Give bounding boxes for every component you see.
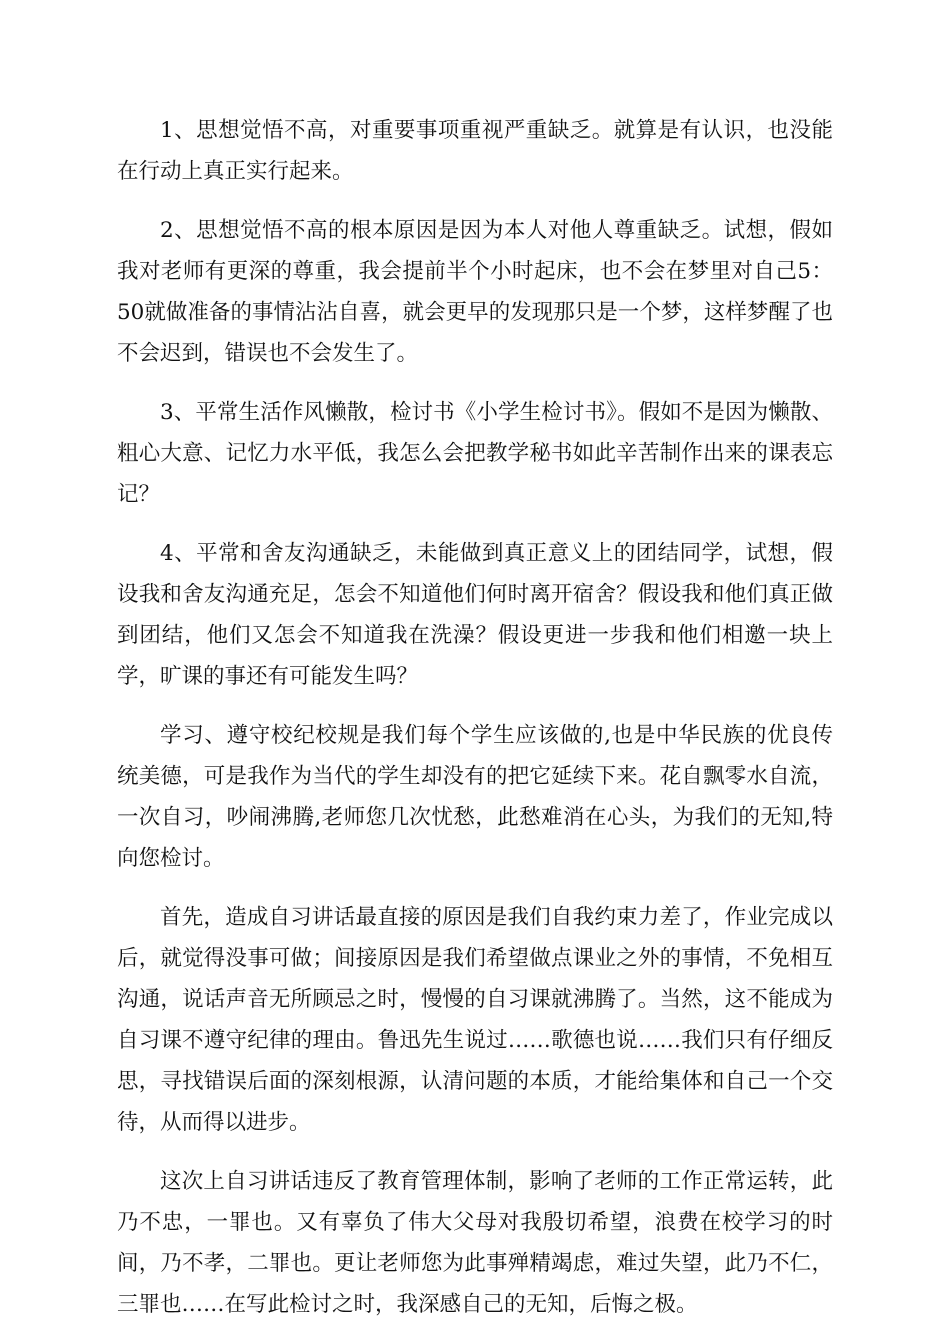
paragraph-7: 这次上自习讲话违反了教育管理体制，影响了老师的工作正常运转，此乃不忠，一罪也。又有辜负了伟大父母对我殷切希望，浪费在校学习的时间，乃不孝，二罪也。更让老师您为此事殚精竭虑，难过失望，此乃不仁，三罪也……在写此检讨之时，我深感自己的无知，后悔之极。 — [117, 1169, 833, 1317]
paragraph-3: 3、平常生活作风懒散，检讨书《小学生检讨书》。假如不是因为懒散、粗心大意、记忆力水平低，我怎么会把教学秘书如此辛苦制作出来的课表忘记？ — [117, 400, 833, 507]
paragraph-6: 首先，造成自习讲话最直接的原因是我们自我约束力差了，作业完成以后，就觉得没事可做；间接原因是我们希望做点课业之外的事情，不免相互沟通，说话声音无所顾忌之时，慢慢的自习课就沸腾了。当然，这不能成为自习课不遵守纪律的理由。鲁迅先生说过……歌德也说……我们只有仔细反思，寻找错误后面的深刻根源，认清问题的本质，才能给集体和自己一个交待，从而得以进步。 — [117, 905, 833, 1135]
paragraph-2: 2、思想觉悟不高的根本原因是因为本人对他人尊重缺乏。试想，假如我对老师有更深的尊重，我会提前半个小时起床，也不会在梦里对自己5：50就做准备的事情沾沾自喜，就会更早的发现那只是一个梦，这样梦醒了也不会迟到，错误也不会发生了。 — [117, 218, 833, 366]
document-body — [117, 110, 833, 1343]
paragraph-4: 4、平常和舍友沟通缺乏，未能做到真正意义上的团结同学，试想，假设我和舍友沟通充足，怎会不知道他们何时离开宿舍？假设我和他们真正做到团结，他们又怎会不知道我在洗澡？假设更进一步我和他们相邀一块上学，旷课的事还有可能发生吗？ — [117, 541, 833, 689]
paragraph-1: 1、思想觉悟不高，对重要事项重视严重缺乏。就算是有认识，也没能在行动上真正实行起来。 — [117, 118, 833, 184]
paragraph-5: 学习、遵守校纪校规是我们每个学生应该做的,也是中华民族的优良传统美德，可是我作为当代的学生却没有的把它延续下来。花自飘零水自流，一次自习，吵闹沸腾,老师您几次忧愁，此愁难消在心头，为我们的无知,特向您检讨。 — [117, 723, 833, 871]
